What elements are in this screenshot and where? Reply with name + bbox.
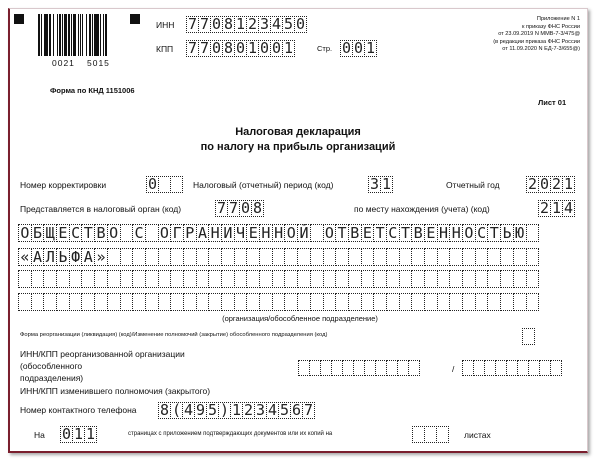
char-cell[interactable] — [158, 293, 172, 311]
char-cell[interactable] — [310, 293, 324, 311]
char-cell[interactable] — [196, 270, 210, 288]
char-cell[interactable] — [43, 270, 57, 288]
char-cell[interactable]: 1 — [247, 39, 258, 57]
char-cell[interactable] — [158, 248, 172, 266]
char-cell[interactable] — [132, 270, 146, 288]
char-cell[interactable]: 1 — [85, 425, 96, 443]
changed-label: ИНН/КПП изменившего полномочия (закрытого) — [20, 386, 211, 396]
char-cell[interactable] — [183, 293, 197, 311]
char-cell[interactable] — [373, 248, 387, 266]
char-cell[interactable]: 1 — [563, 175, 574, 193]
reorg-kpp-cells[interactable] — [462, 360, 561, 376]
char-cell[interactable] — [437, 248, 451, 266]
reorg-cells[interactable] — [522, 328, 534, 345]
char-cell[interactable]: С — [132, 224, 146, 242]
char-cell[interactable] — [475, 293, 489, 311]
char-cell[interactable] — [361, 270, 375, 288]
form-label: Форма по КНД 1151006 — [50, 86, 135, 95]
char-cell[interactable] — [208, 293, 222, 311]
barcode — [38, 14, 122, 56]
char-cell[interactable] — [310, 270, 324, 288]
char-cell[interactable]: 8 — [223, 15, 234, 33]
char-cell[interactable]: Щ — [43, 224, 57, 242]
char-cell[interactable] — [183, 248, 197, 266]
kpp-label: КПП — [156, 44, 174, 54]
char-cell[interactable] — [399, 270, 413, 288]
char-cell[interactable]: 4 — [271, 15, 282, 33]
char-cell[interactable] — [335, 293, 349, 311]
char-cell[interactable] — [259, 293, 273, 311]
char-cell[interactable] — [348, 270, 362, 288]
char-cell[interactable]: О — [323, 224, 337, 242]
char-cell[interactable]: С — [475, 224, 489, 242]
correction-label: Номер корректировки — [20, 180, 107, 190]
char-cell[interactable]: 5 — [207, 401, 218, 419]
org-name-row[interactable] — [18, 270, 538, 288]
char-cell[interactable] — [284, 270, 298, 288]
char-cell[interactable]: Т — [373, 224, 387, 242]
char-cell[interactable]: О — [462, 224, 476, 242]
char-cell[interactable]: 4 — [183, 401, 194, 419]
char-cell[interactable]: 6 — [291, 401, 302, 419]
char-cell[interactable]: 4 — [267, 401, 278, 419]
char-cell[interactable] — [487, 293, 501, 311]
char-cell[interactable] — [424, 248, 438, 266]
char-cell[interactable]: ) — [219, 401, 230, 419]
char-cell[interactable] — [145, 293, 159, 311]
char-cell[interactable] — [399, 248, 413, 266]
char-cell[interactable]: Р — [183, 224, 197, 242]
kpp-cells[interactable] — [186, 40, 294, 57]
char-cell[interactable] — [221, 270, 235, 288]
org-name-row[interactable] — [18, 224, 538, 242]
char-cell[interactable] — [424, 293, 438, 311]
char-cell[interactable]: 3 — [259, 15, 270, 33]
char-cell[interactable] — [297, 270, 311, 288]
char-cell[interactable] — [246, 248, 260, 266]
char-cell[interactable]: 4 — [563, 199, 574, 217]
char-cell[interactable] — [373, 270, 387, 288]
char-cell[interactable] — [56, 293, 70, 311]
char-cell[interactable] — [475, 248, 489, 266]
char-cell[interactable] — [246, 270, 260, 288]
char-cell[interactable] — [297, 293, 311, 311]
char-cell[interactable]: 0 — [271, 39, 282, 57]
char-cell[interactable]: 7 — [216, 199, 227, 217]
char-cell[interactable]: 2 — [247, 15, 258, 33]
title-line2: по налогу на прибыль организаций — [200, 141, 396, 153]
char-cell[interactable] — [475, 270, 489, 288]
char-cell[interactable] — [196, 293, 210, 311]
char-cell[interactable]: 9 — [195, 401, 206, 419]
char-cell[interactable] — [81, 293, 95, 311]
char-cell[interactable]: 1 — [381, 175, 392, 193]
char-cell[interactable]: 2 — [551, 175, 562, 193]
char-cell[interactable] — [132, 293, 146, 311]
char-cell[interactable]: О — [107, 224, 121, 242]
char-cell[interactable]: Й — [297, 224, 311, 242]
inn-label: ИНН — [156, 20, 175, 30]
authority-label: Представляется в налоговый орган (код) — [20, 204, 182, 214]
char-cell[interactable]: 0 — [240, 199, 251, 217]
char-cell[interactable] — [107, 293, 121, 311]
char-cell[interactable] — [43, 293, 57, 311]
char-cell[interactable] — [259, 248, 273, 266]
char-cell[interactable] — [449, 293, 463, 311]
char-cell[interactable]: 0 — [295, 15, 306, 33]
char-cell[interactable] — [437, 270, 451, 288]
char-cell[interactable] — [234, 293, 248, 311]
org-name-row[interactable] — [18, 293, 538, 311]
char-cell[interactable] — [436, 426, 449, 443]
char-cell[interactable]: В — [411, 224, 425, 242]
org-caption: (организация/обособленное подразделение) — [222, 314, 378, 323]
char-cell[interactable] — [408, 360, 420, 376]
char-cell[interactable] — [487, 248, 501, 266]
appendix-line: от 11.09.2020 N ЕД-7-3/655@) — [502, 46, 580, 52]
corner-marker — [14, 14, 24, 24]
char-cell[interactable]: « — [18, 248, 32, 266]
char-cell[interactable] — [120, 224, 134, 242]
char-cell[interactable]: 8 — [159, 401, 170, 419]
char-cell[interactable]: 0 — [539, 175, 550, 193]
char-cell[interactable] — [513, 270, 527, 288]
char-cell[interactable]: 8 — [252, 199, 263, 217]
authority-cells[interactable] — [215, 200, 263, 217]
char-cell[interactable] — [462, 270, 476, 288]
char-cell[interactable] — [500, 293, 514, 311]
char-cell[interactable]: Е — [361, 224, 375, 242]
char-cell[interactable] — [170, 270, 184, 288]
char-cell[interactable] — [411, 248, 425, 266]
char-cell[interactable]: Ф — [69, 248, 83, 266]
char-cell[interactable] — [487, 270, 501, 288]
char-cell[interactable] — [132, 248, 146, 266]
char-cell[interactable] — [284, 248, 298, 266]
char-cell[interactable]: 5 — [283, 15, 294, 33]
char-cell[interactable]: 0 — [341, 39, 352, 57]
char-cell[interactable]: Н — [437, 224, 451, 242]
char-cell[interactable] — [18, 293, 32, 311]
char-cell[interactable]: Е — [56, 224, 70, 242]
char-cell[interactable]: 1 — [73, 425, 84, 443]
char-cell[interactable] — [120, 293, 134, 311]
char-cell[interactable]: Ь — [500, 224, 514, 242]
char-cell[interactable] — [234, 248, 248, 266]
char-cell[interactable] — [221, 248, 235, 266]
org-name-row[interactable] — [18, 248, 538, 266]
char-cell[interactable]: 0 — [353, 39, 364, 57]
char-cell[interactable] — [449, 270, 463, 288]
char-cell[interactable] — [81, 270, 95, 288]
pages-suffix: листах — [464, 430, 491, 440]
page-label: Стр. — [317, 44, 333, 53]
char-cell[interactable]: 3 — [369, 175, 380, 193]
char-cell[interactable]: 1 — [231, 401, 242, 419]
char-cell[interactable]: 5 — [279, 401, 290, 419]
char-cell[interactable]: 7 — [199, 15, 210, 33]
phone-label: Номер контактного телефона — [20, 405, 137, 415]
reorg-inn-label: (обособленного — [20, 361, 83, 371]
appendix-line: (в редакции приказа ФНС России — [493, 38, 580, 45]
char-cell[interactable] — [500, 248, 514, 266]
appendix-line: к приказу ФНС России — [521, 23, 580, 30]
char-cell[interactable]: О — [18, 224, 32, 242]
char-cell[interactable]: Е — [424, 224, 438, 242]
char-cell[interactable]: 1 — [283, 39, 294, 57]
page-cells[interactable] — [340, 40, 376, 57]
char-cell[interactable] — [522, 328, 535, 345]
char-cell[interactable]: Ч — [234, 224, 248, 242]
char-cell[interactable]: Б — [31, 224, 45, 242]
char-cell[interactable] — [424, 270, 438, 288]
char-cell[interactable] — [386, 293, 400, 311]
char-cell[interactable] — [170, 293, 184, 311]
char-cell[interactable]: » — [94, 248, 108, 266]
slash-separator: / — [452, 364, 455, 374]
char-cell[interactable]: 0 — [211, 15, 222, 33]
char-cell[interactable] — [145, 248, 159, 266]
char-cell[interactable] — [513, 293, 527, 311]
barcode-bar — [107, 14, 109, 56]
reorg-inn-cells[interactable] — [298, 360, 419, 376]
char-cell[interactable]: 1 — [551, 199, 562, 217]
char-cell[interactable] — [335, 270, 349, 288]
char-cell[interactable] — [107, 248, 121, 266]
char-cell[interactable] — [310, 224, 324, 242]
corner-marker — [130, 14, 140, 24]
char-cell[interactable]: 2 — [527, 175, 538, 193]
char-cell[interactable] — [399, 293, 413, 311]
char-cell[interactable] — [386, 270, 400, 288]
char-cell[interactable] — [411, 270, 425, 288]
char-cell[interactable] — [323, 270, 337, 288]
title-line1: Налоговая декларация — [235, 126, 361, 138]
char-cell[interactable]: 3 — [255, 401, 266, 419]
char-cell[interactable]: 2 — [243, 401, 254, 419]
char-cell[interactable] — [449, 248, 463, 266]
char-cell[interactable] — [170, 248, 184, 266]
char-cell[interactable] — [94, 293, 108, 311]
barcode-number-left: 0021 — [52, 58, 75, 68]
char-cell[interactable] — [69, 270, 83, 288]
char-cell[interactable] — [208, 270, 222, 288]
char-cell[interactable] — [526, 224, 540, 242]
location-cells[interactable] — [538, 200, 574, 217]
reorg-inn-label: подразделения) — [20, 373, 84, 383]
char-cell[interactable] — [234, 270, 248, 288]
char-cell[interactable] — [107, 270, 121, 288]
char-cell[interactable]: 7 — [187, 15, 198, 33]
char-cell[interactable]: О — [284, 224, 298, 242]
char-cell[interactable] — [120, 248, 134, 266]
char-cell[interactable]: 0 — [259, 39, 270, 57]
char-cell[interactable] — [513, 248, 527, 266]
char-cell[interactable] — [462, 248, 476, 266]
phone-cells[interactable] — [158, 402, 314, 419]
sheet-label: Лист 01 — [538, 98, 567, 107]
period-label: Налоговый (отчетный) период (код) — [193, 180, 334, 190]
char-cell[interactable] — [120, 270, 134, 288]
char-cell[interactable]: 0 — [211, 39, 222, 57]
char-cell[interactable] — [526, 270, 540, 288]
appendix-line: Приложение N 1 — [536, 16, 580, 22]
year-label: Отчетный год — [446, 180, 500, 190]
char-cell[interactable] — [361, 248, 375, 266]
char-cell[interactable] — [550, 360, 562, 376]
pages-text: страницах с приложением подтверждающих документов или их копий на — [128, 431, 333, 437]
char-cell[interactable]: Г — [170, 224, 184, 242]
char-cell[interactable]: А — [81, 248, 95, 266]
char-cell[interactable] — [31, 293, 45, 311]
pages-cells[interactable] — [60, 426, 96, 443]
appendix-line: от 23.09.2019 N ММВ-7-3/475@ — [498, 31, 580, 37]
char-cell[interactable]: ( — [171, 401, 182, 419]
char-cell[interactable]: Ь — [56, 248, 70, 266]
char-cell[interactable] — [272, 293, 286, 311]
location-label: по месту нахождения (учета) (код) — [354, 204, 490, 214]
char-cell[interactable]: 0 — [61, 425, 72, 443]
char-cell[interactable]: Т — [335, 224, 349, 242]
char-cell[interactable] — [145, 224, 159, 242]
char-cell[interactable] — [348, 248, 362, 266]
char-cell[interactable] — [183, 270, 197, 288]
char-cell[interactable]: Л — [43, 248, 57, 266]
char-cell[interactable]: С — [386, 224, 400, 242]
char-cell[interactable] — [373, 293, 387, 311]
char-cell[interactable]: Н — [208, 224, 222, 242]
char-cell[interactable]: Т — [399, 224, 413, 242]
inn-cells[interactable] — [186, 16, 306, 33]
char-cell[interactable] — [335, 248, 349, 266]
char-cell[interactable]: Ю — [513, 224, 527, 242]
char-cell[interactable] — [208, 248, 222, 266]
char-cell[interactable] — [31, 270, 45, 288]
year-cells[interactable] — [526, 176, 574, 193]
char-cell[interactable]: 0 — [235, 39, 246, 57]
pages-prefix: На — [34, 430, 45, 440]
char-cell[interactable]: Н — [259, 224, 273, 242]
char-cell[interactable]: 1 — [365, 39, 376, 57]
char-cell[interactable] — [500, 270, 514, 288]
char-cell[interactable] — [246, 293, 260, 311]
char-cell[interactable] — [411, 293, 425, 311]
char-cell[interactable] — [323, 293, 337, 311]
char-cell[interactable] — [272, 270, 286, 288]
char-cell[interactable] — [462, 293, 476, 311]
char-cell[interactable] — [56, 270, 70, 288]
char-cell[interactable]: Т — [487, 224, 501, 242]
char-cell[interactable]: А — [31, 248, 45, 266]
char-cell[interactable]: 7 — [303, 401, 314, 419]
correction-cells[interactable] — [146, 176, 182, 193]
char-cell[interactable] — [196, 248, 210, 266]
char-cell[interactable]: 1 — [235, 15, 246, 33]
char-cell[interactable] — [284, 293, 298, 311]
reorg-label: Форма реорганизации (ликвидация) (код)/Изменение полномочий (закрытие) обособленного подразделения (код) — [20, 332, 328, 338]
char-cell[interactable] — [526, 293, 540, 311]
period-cells[interactable] — [368, 176, 392, 193]
char-cell[interactable]: Т — [81, 224, 95, 242]
char-cell[interactable] — [170, 176, 183, 193]
char-cell[interactable]: 7 — [199, 39, 210, 57]
char-cell[interactable] — [310, 248, 324, 266]
char-cell[interactable]: А — [196, 224, 210, 242]
char-cell[interactable] — [361, 293, 375, 311]
char-cell[interactable] — [259, 270, 273, 288]
char-cell[interactable]: И — [221, 224, 235, 242]
appendix-note — [493, 16, 580, 54]
char-cell[interactable]: 8 — [223, 39, 234, 57]
char-cell[interactable] — [18, 270, 32, 288]
char-cell[interactable] — [272, 248, 286, 266]
char-cell[interactable]: Н — [449, 224, 463, 242]
char-cell[interactable]: 7 — [187, 39, 198, 57]
char-cell[interactable]: 0 — [147, 175, 158, 193]
char-cell[interactable] — [386, 248, 400, 266]
char-cell[interactable] — [323, 248, 337, 266]
char-cell[interactable] — [221, 293, 235, 311]
char-cell[interactable] — [145, 270, 159, 288]
attachment-cells[interactable] — [412, 426, 448, 443]
char-cell[interactable]: Н — [272, 224, 286, 242]
char-cell[interactable] — [158, 270, 172, 288]
char-cell[interactable] — [297, 248, 311, 266]
char-cell[interactable]: В — [348, 224, 362, 242]
char-cell[interactable]: Е — [246, 224, 260, 242]
char-cell[interactable]: 7 — [228, 199, 239, 217]
reorg-inn-label: ИНН/КПП реорганизованной организации — [20, 349, 185, 359]
char-cell[interactable]: В — [94, 224, 108, 242]
barcode-number-right: 5015 — [87, 58, 110, 68]
char-cell[interactable] — [69, 293, 83, 311]
char-cell[interactable]: С — [69, 224, 83, 242]
char-cell[interactable]: 2 — [539, 199, 550, 217]
char-cell[interactable]: О — [158, 224, 172, 242]
char-cell[interactable] — [437, 293, 451, 311]
char-cell[interactable] — [348, 293, 362, 311]
char-cell[interactable] — [526, 248, 540, 266]
char-cell[interactable] — [94, 270, 108, 288]
